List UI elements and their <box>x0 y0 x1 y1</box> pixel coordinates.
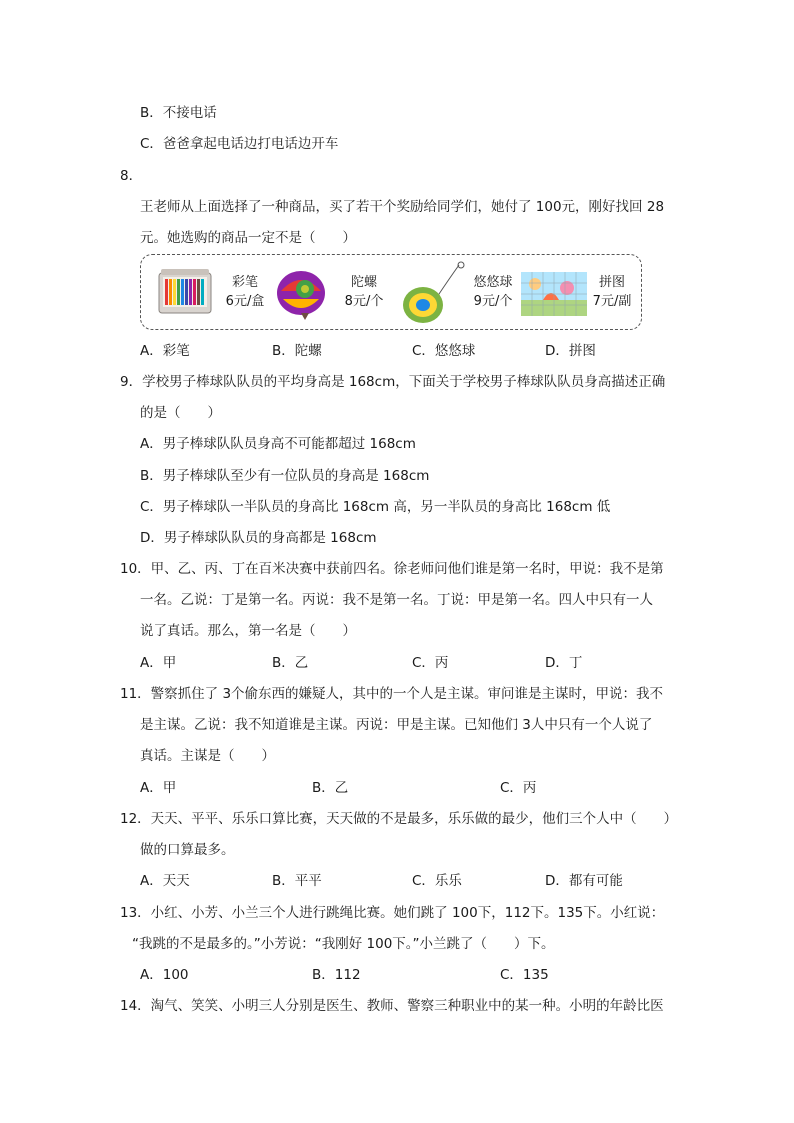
q12-stem-line2: 做的口算最多。 <box>140 842 235 858</box>
q11-option-a: A．甲 <box>140 780 177 796</box>
q12-stem-line1: 12．天天、平平、乐乐口算比赛，天天做的不是最多，乐乐做的最少，他们三个人中（ ） <box>120 811 678 827</box>
q11-option-b: B．乙 <box>312 780 349 796</box>
q12-option-b: B．平平 <box>272 873 322 889</box>
q11-stem-line2: 是主谋。乙说：我不知道谁是主谋。丙说：甲是主谋。已知他们 3人中只有一个人说了 <box>140 717 653 733</box>
q8-option-c: C．悠悠球 <box>412 343 476 359</box>
q13-option-c: C．135 <box>500 967 549 983</box>
q9-option-c: C．男子棒球队一半队员的身高比 168cm 高，另一半队员的身高比 168cm 低 <box>140 499 611 515</box>
marker-box-icon <box>157 267 213 317</box>
product-name: 陀螺 <box>350 275 377 290</box>
q8-option-d: D．拼图 <box>545 343 596 359</box>
q8-stem-line1: 王老师从上面选择了一种商品，买了若干个奖励给同学们，她付了 100元，刚好找回 28 <box>140 199 665 215</box>
product-price: 7元/副 <box>592 294 632 309</box>
q12-option-c: C．乐乐 <box>412 873 462 889</box>
product-price: 6元/盒 <box>225 294 265 309</box>
q9-option-b: B．男子棒球队至少有一位队员的身高是 168cm <box>140 468 430 484</box>
product-name: 悠悠球 <box>473 275 513 290</box>
q11-stem-line3: 真话。主谋是（ ） <box>140 748 275 764</box>
spinning-top-icon <box>275 263 327 321</box>
q10-stem-line2: 一名。乙说：丁是第一名。丙说：我不是第一名。丁说：甲是第一名。四人中只有一人 <box>140 592 653 608</box>
q9-option-d: D．男子棒球队队员的身高都是 168cm <box>140 530 377 546</box>
q9-option-a: A．男子棒球队队员身高不可能都超过 168cm <box>140 436 416 452</box>
product-name: 拼图 <box>598 275 625 290</box>
product-price: 9元/个 <box>473 294 513 309</box>
q10-option-d: D．丁 <box>545 655 583 671</box>
q14-stem-line1: 14．淘气、笑笑、小明三人分别是医生、教师、警察三种职业中的某一种。小明的年龄比医 <box>120 998 664 1014</box>
q9-stem-line2: 的是（ ） <box>140 405 221 421</box>
q11-option-c: C．丙 <box>500 780 537 796</box>
yoyo-icon <box>401 259 469 325</box>
q9-stem-line1: 9．学校男子棒球队队员的平均身高是 168cm，下面关于学校男子棒球队队员身高描述正确 <box>120 374 666 390</box>
q8-option-a: A．彩笔 <box>140 343 190 359</box>
q11-stem-line1: 11．警察抓住了 3个偷东西的嫌疑人，其中的一个人是主谋。审问谁是主谋时，甲说：我不 <box>120 686 664 702</box>
q10-stem-line3: 说了真话。那么，第一名是（ ） <box>140 623 356 639</box>
q8-stem-line2: 元。她选购的商品一定不是（ ） <box>140 230 356 246</box>
q8-option-b: B．陀螺 <box>272 343 322 359</box>
q13-stem-line2: “我跳的不是最多的。”小芳说：“我刚好 100下。”小兰跳了（ ）下。 <box>132 936 555 952</box>
q10-option-b: B．乙 <box>272 655 309 671</box>
product-price: 8元/个 <box>344 294 384 309</box>
puzzle-icon <box>521 272 587 316</box>
q10-option-c: C．丙 <box>412 655 449 671</box>
q10-option-a: A．甲 <box>140 655 177 671</box>
q13-stem-line1: 13．小红、小芳、小兰三个人进行跳绳比赛。她们跳了 100下，112下。135下。小红说： <box>120 905 665 921</box>
product-panel <box>140 254 642 330</box>
q7-option-c: C．爸爸拿起电话边打电话边开车 <box>140 136 339 152</box>
product-name: 彩笔 <box>231 275 258 290</box>
q13-option-b: B．112 <box>312 967 361 983</box>
q10-stem-line1: 10．甲、乙、丙、丁在百米决赛中获前四名。徐老师问他们谁是第一名时，甲说：我不是第 <box>120 561 664 577</box>
q12-option-d: D．都有可能 <box>545 873 623 889</box>
q7-option-b: B．不接电话 <box>140 105 217 121</box>
q8-number: 8． <box>120 168 143 184</box>
q13-option-a: A．100 <box>140 967 189 983</box>
q12-option-a: A．天天 <box>140 873 190 889</box>
